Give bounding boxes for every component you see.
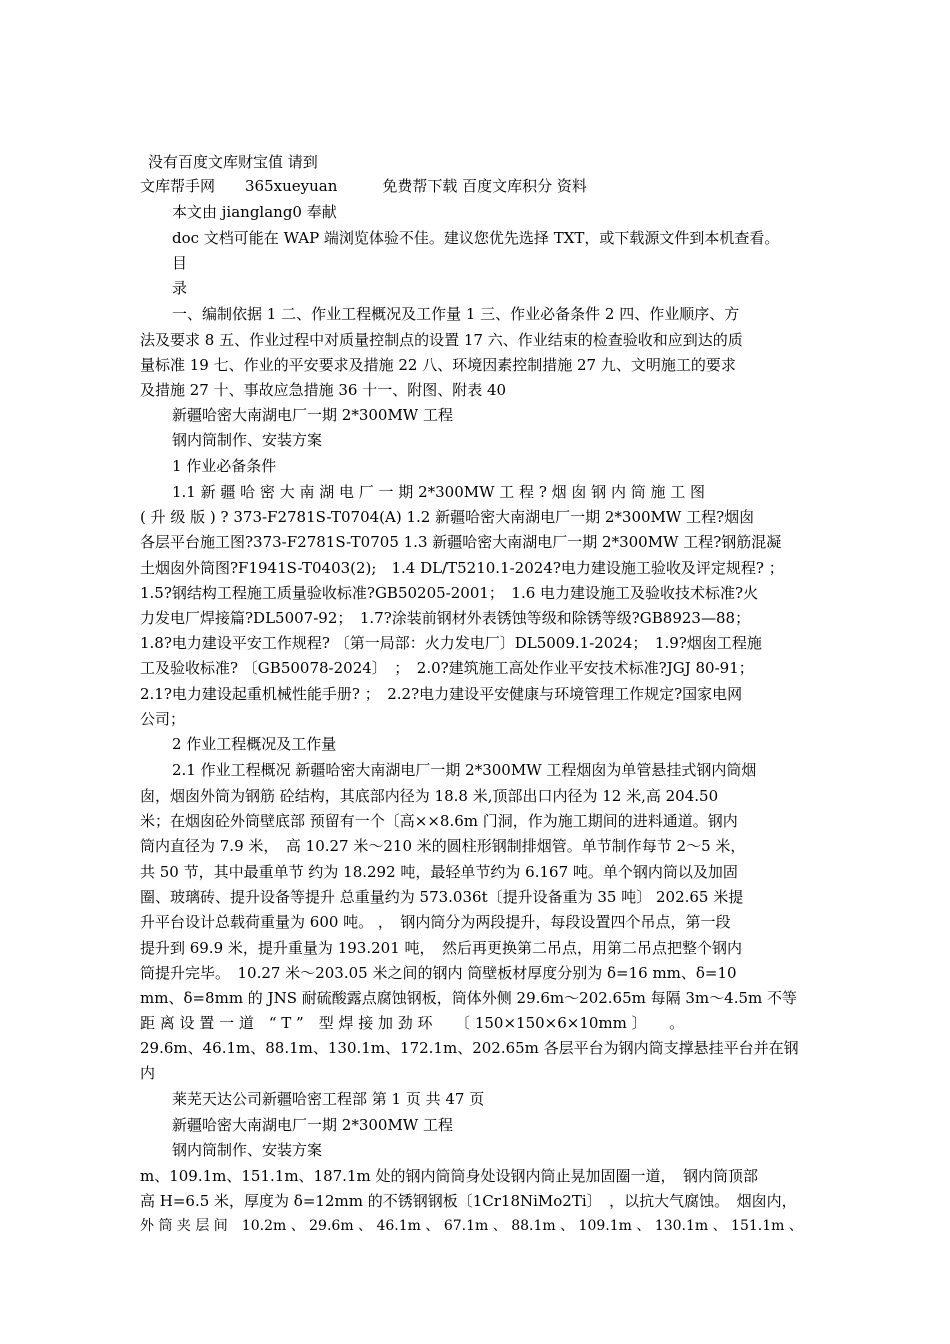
body-line: 升平台设计总载荷重量为 600 吨。 ， 钢内筒分为两段提升，每段设置四个吊点，第一段 [140,913,731,931]
body-line: 29.6m、46.1m、88.1m、130.1m、172.1m、202.65m 各层平台为钢内筒支撑悬挂平台并在钢 [140,1039,799,1057]
project-title: 新疆哈密大南湖电厂一期 2*300MW 工程 [172,406,453,424]
body-line: m、109.1m、151.1m、187.1m 处的钢内筒筒身处设钢内筒止晃加固圈一道， 钢内筒顶部 [140,1167,758,1185]
body-line: 囱，烟囱外筒为钢筋 砼结构，其底部内径为 18.8 米,顶部出口内径为 12 米,高 204.50 [140,787,719,805]
doc-subject: 钢内筒制作、安装方案 [172,431,323,449]
toc-line: 法及要求 8 五、作业过程中对质量控制点的设置 17 六、作业结束的检查验收和应到达的质 [140,331,743,349]
body-line: 1.1 新 疆 哈 密 大 南 湖 电 厂 一 期 2*300MW 工 程 ? 烟 囱 钢 内 筒 施 工 图 [172,483,706,501]
body-line: 距 离 设 置 一 道 “ T ” 型 焊 接 加 劲 环 〔 150×150×6×10mm 〕 。 [140,1014,685,1032]
body-line: 土烟囱外筒图?F1941S-T0403(2); 1.4 DL/T5210.1-2024?电力建设施工验收及评定规程? ； [140,559,784,577]
body-line: 2.1?电力建设起重机械性能手册? ； 2.2?电力建设平安健康与环境管理工作规定?国家电网 [140,685,743,703]
section-heading: 1 作业必备条件 [172,457,277,475]
body-line: 公司； [140,710,186,728]
toc-line: 及措施 27 十、事故应急措施 36 十一、附图、附表 40 [140,381,507,399]
contributor-line: 本文由 jianglang0 奉献 [172,203,337,221]
toc-title-1: 目 [172,254,188,272]
body-line: 1.5?钢结构工程施工质量验收标准?GB50205-2001； 1.6 电力建设施工及验收技术标准?火 [140,584,759,602]
toc-line: 量标准 19 七、作业的平安要求及措施 22 八、环境因素控制措施 27 九、文明施工的要求 [140,356,736,374]
running-project-title: 新疆哈密大南湖电厂一期 2*300MW 工程 [172,1116,453,1134]
body-line: 米；在烟囱砼外筒壁底部 预留有一个〔高××8.6m 门洞，作为施工期间的进料通道。钢内 [140,812,738,830]
body-line: 共 50 节，其中最重单节 约为 18.292 吨，最轻单节约为 6.167 吨。单个钢内筒以及加固 [140,863,738,881]
toc-title-2: 录 [172,279,188,297]
header-line-1: 没有百度文库财宝值 请到 [148,153,318,171]
body-line: ( 升 级 版 ) ? 373-F2781S-T0704(A) 1.2 新疆哈密大南湖电厂一期 2*300MW 工程?烟囱 [140,508,755,526]
body-line: 提升到 69.9 米，提升重量为 193.201 吨， 然后再更换第二吊点，用第二吊点把整个钢内 [140,939,743,957]
body-line: 各层平台施工图?373-F2781S-T0705 1.3 新疆哈密大南湖电厂一期 2*300MW 工程?钢筋混凝 [140,533,782,551]
body-line: 外 筒 夹 层 间 10.2m 、 29.6m 、 46.1m 、 67.1m 、 88.1m 、 109.1m 、 130.1m 、 151.1m 、 [140,1218,803,1234]
body-line: 高 H=6.5 米，厚度为 δ=12mm 的不锈钢钢板〔1Cr18NiMo2Ti〕 ，以抗大气腐蚀。 烟囱内， [140,1192,797,1210]
body-line: 1.8?电力建设平安工作规程? 〔第一局部：火力发电厂〕DL5009.1-2024； 1.9?烟囱工程施 [140,634,762,652]
body-line: 圈、玻璃砖、提升设备等提升 总重量约为 573.036t〔提升设备重为 35 吨〕 202.65 米提 [140,888,744,906]
body-line: 筒内直径为 7.9 米， 高 10.27 米～210 米的圆柱形钢制排烟管。单节制作每节 2～5 米， [140,837,746,855]
body-line: 2.1 作业工程概况 新疆哈密大南湖电厂一期 2*300MW 工程烟囱为单管悬挂式钢内筒烟 [172,761,757,779]
toc-line: 一、编制依据 1 二、作业工程概况及工作量 1 三、作业必备条件 2 四、作业顺序、方 [172,305,740,323]
section-heading: 2 作业工程概况及工作量 [172,735,337,753]
body-line: 内 [140,1064,156,1082]
page-footer: 莱芜天达公司新疆哈密工程部 第 1 页 共 47 页 [172,1090,485,1108]
body-line: mm、δ=8mm 的 JNS 耐硫酸露点腐蚀钢板，筒体外侧 29.6m～202.65m 每隔 3m～4.5m 不等 [140,989,798,1007]
header-line-2: 文库帮手网 365xueyuan 免费帮下载 百度文库积分 资料 [140,177,587,195]
notice-line: doc 文档可能在 WAP 端浏览体验不佳。建议您优先选择 TXT，或下载源文件到本机查看。 [172,229,780,247]
running-subject: 钢内筒制作、安装方案 [172,1141,323,1159]
body-line: 工及验收标准? 〔GB50078-2024〕 ； 2.0?建筑施工高处作业平安技术标准?JGJ 80-91； [140,659,754,677]
body-line: 筒提升完毕。 10.27 米～203.05 米之间的钢内 筒壁板材厚度分别为 δ=16 mm、δ=10 [140,964,737,982]
body-line: 力发电厂焊接篇?DL5007-92； 1.7?涂装前钢材外表锈蚀等级和除锈等级?GB8923—88； [140,609,751,627]
